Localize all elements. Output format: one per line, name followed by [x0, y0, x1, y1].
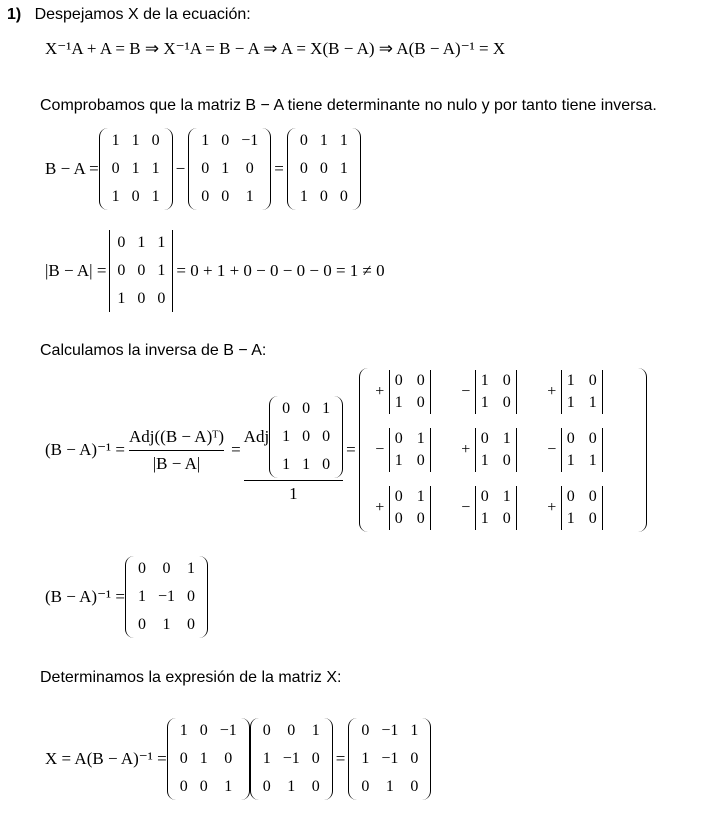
- matrix-entry: 1: [480, 394, 489, 411]
- matrix-grid: [197, 128, 262, 210]
- matrix-entry: 1: [566, 510, 575, 527]
- cofactor-sign: −: [461, 499, 471, 516]
- matrix-entry: 0: [187, 588, 196, 605]
- matrix-entry: 1: [588, 452, 597, 469]
- matrix-entry: 1: [151, 188, 160, 205]
- matrix-entry: 0: [322, 427, 331, 445]
- inverse-equation: (B − A)⁻¹ = $\frac{\text{Adj((B − A)ᵀ)}}{|B - A|}$ = Adj 0 0 1 1 0 0 1 1 0 1 = + 0 0 1 0 − 1 0 1 0 + 1 0 1 1 − 0 1 1 0 + 0 1 1 0 − 0 0 1 1 + 0 1 0 0 − 0 1 1 0 + 0 0 1 0: [45, 368, 647, 532]
- matrix-entry: 0: [394, 430, 403, 447]
- cofactor-sign: +: [375, 383, 385, 400]
- matrix-grid: [357, 718, 422, 800]
- final-matrix-a: [167, 718, 250, 800]
- matrix-entry: 0: [588, 372, 597, 389]
- matrix-a: [188, 128, 271, 210]
- final-matrix-x: [348, 718, 431, 800]
- matrix-entry: 0: [502, 452, 511, 469]
- matrix-entry: 0: [588, 488, 597, 505]
- cofactor-matrix: [359, 368, 647, 532]
- problem-number: 1): [7, 6, 22, 23]
- matrix-entry: 0: [117, 234, 126, 251]
- inverse-result-matrix: [125, 556, 208, 638]
- matrix-entry: 1: [187, 560, 196, 577]
- matrix-entry: 0: [224, 750, 233, 767]
- cofactor-grid: [368, 368, 638, 532]
- cofactor-determinant: [472, 370, 520, 414]
- matrix-entry: 0: [221, 132, 230, 149]
- cofactor-determinant: [386, 486, 434, 530]
- matrix-entry: 0: [394, 510, 403, 527]
- matrix-entry: 0: [199, 722, 208, 739]
- determinant-equation: [45, 230, 385, 312]
- matrix-grid: [108, 128, 164, 210]
- matrix-entry: 1: [410, 722, 419, 739]
- matrix-entry: 1: [394, 394, 403, 411]
- determinant-result: = 0 + 1 + 0 − 0 − 0 − 0 = 1 ≠ 0: [176, 261, 385, 280]
- matrix-entry: 1: [339, 160, 348, 177]
- final-text: Determinamos la expresión de la matriz X:: [40, 669, 342, 686]
- matrix-entry: 0: [199, 778, 208, 795]
- cofactor-sign: −: [375, 441, 385, 458]
- cofactor-item: [374, 370, 460, 414]
- matrix-grid: [296, 128, 352, 210]
- matrix-b: [99, 128, 173, 210]
- cofactor-item: [460, 486, 546, 530]
- matrix-entry: 0: [299, 132, 308, 149]
- matrix-entry: 1: [361, 750, 370, 767]
- transposed-matrix: [269, 396, 343, 478]
- matrix-entry: 1: [322, 399, 331, 417]
- matrix-entry: 1: [138, 588, 146, 605]
- matrix-entry: 1: [311, 722, 320, 739]
- derivation-equation: X⁻¹A + A = B ⇒ X⁻¹A = B − A ⇒ A = X(B − A) ⇒ A(B − A)⁻¹ = X: [45, 39, 506, 58]
- adj-label: Adj: [243, 426, 270, 446]
- cofactor-item: [546, 486, 632, 530]
- matrix-entry: 0: [151, 132, 160, 149]
- matrix-entry: 0: [245, 160, 254, 177]
- matrix-entry: 1: [201, 132, 210, 149]
- matrix-grid: [134, 556, 199, 638]
- matrix-entry: 0: [299, 160, 308, 177]
- matrix-entry: 0: [416, 394, 425, 411]
- matrix-entry: 0: [588, 430, 597, 447]
- inverse-result-lhs: (B − A)⁻¹ =: [45, 587, 125, 606]
- matrix-entry: 0: [302, 399, 311, 417]
- matrix-entry: 1: [131, 132, 140, 149]
- matrix-entry: 1: [502, 430, 511, 447]
- matrix-entry: 0: [138, 560, 146, 577]
- matrix-entry: 1: [319, 132, 328, 149]
- cofactor-item: [546, 370, 632, 414]
- matrix-entry: 1: [480, 510, 489, 527]
- matrix-entry: −1: [241, 132, 259, 149]
- matrix-entry: 1: [287, 778, 296, 795]
- matrix-entry: 1: [394, 452, 403, 469]
- matrix-entry: 1: [245, 188, 254, 205]
- matrix-entry: 0: [502, 372, 511, 389]
- matrix-entry: 0: [410, 778, 419, 795]
- matrix-entry: 1: [416, 430, 425, 447]
- matrix-grid: [176, 718, 241, 800]
- matrix-entry: 0: [162, 560, 171, 577]
- matrix-entry: 1: [221, 160, 230, 177]
- matrix-entry: 1: [137, 234, 146, 251]
- matrix-entry: 0: [137, 262, 146, 279]
- inverse-formula: [129, 426, 224, 475]
- matrix-entry: 1: [117, 290, 126, 307]
- matrix-entry: 0: [221, 188, 230, 205]
- matrix-entry: 0: [416, 372, 425, 389]
- matrix-entry: 1: [111, 132, 120, 149]
- matrix-entry: 0: [394, 372, 403, 389]
- final-matrix-inverse: [250, 718, 333, 800]
- matrix-entry: 0: [361, 722, 370, 739]
- matrix-entry: 0: [311, 750, 320, 767]
- cofactor-sign: +: [375, 499, 385, 516]
- cofactor-item: [374, 428, 460, 472]
- inverse-result-equation: [45, 556, 208, 638]
- matrix-entry: 0: [361, 778, 370, 795]
- matrix-entry: 1: [339, 132, 348, 149]
- b-minus-a-equation: B − A = 1 1 0 0 1 1 1 0 1 − 1 0 −1 0 1 0 0 0 1 = 0 1 1 0 0 1 1 0 0: [45, 128, 361, 210]
- final-lhs: X = A(B − A)⁻¹ =: [45, 749, 167, 768]
- matrix-entry: 0: [201, 188, 210, 205]
- problem-heading: [7, 5, 251, 25]
- formula-denominator: |B − A|: [152, 453, 201, 473]
- cofactor-sign: −: [461, 383, 471, 400]
- matrix-entry: −1: [381, 722, 399, 739]
- matrix-b-minus-a: [287, 128, 361, 210]
- problem-heading-text: Despejamos X de la ecuación:: [34, 6, 251, 23]
- matrix-entry: 0: [502, 510, 511, 527]
- matrix-entry: 1: [157, 262, 166, 279]
- matrix-entry: 0: [416, 510, 425, 527]
- matrix-entry: 0: [339, 188, 348, 205]
- cofactor-sign: +: [547, 499, 557, 516]
- cofactor-sign: +: [547, 383, 557, 400]
- matrix-entry: 1: [282, 455, 291, 473]
- matrix-entry: 0: [282, 399, 291, 417]
- matrix-entry: 0: [319, 160, 328, 177]
- cofactor-sign: −: [547, 441, 557, 458]
- matrix-entry: 1: [302, 455, 311, 473]
- matrix-entry: 0: [157, 290, 166, 307]
- matrix-entry: 1: [224, 778, 233, 795]
- matrix-entry: 0: [480, 430, 489, 447]
- cofactor-item: [460, 370, 546, 414]
- matrix-entry: 0: [262, 722, 271, 739]
- matrix-entry: 1: [282, 427, 291, 445]
- matrix-entry: 1: [502, 488, 511, 505]
- cofactor-item: [374, 486, 460, 530]
- cofactor-determinant: [558, 486, 606, 530]
- cofactor-determinant: [558, 370, 606, 414]
- cofactor-item: [460, 428, 546, 472]
- matrix-entry: 1: [199, 750, 208, 767]
- matrix-entry: 0: [502, 394, 511, 411]
- matrix-entry: 0: [179, 778, 188, 795]
- determinant-label: |B − A| =: [45, 261, 107, 280]
- matrix-entry: 1: [566, 394, 575, 411]
- matrix-entry: 0: [138, 616, 146, 633]
- matrix-entry: 1: [151, 160, 160, 177]
- matrix-entry: 1: [480, 452, 489, 469]
- matrix-entry: 1: [566, 372, 575, 389]
- inverse-lhs: (B − A)⁻¹ =: [45, 440, 125, 459]
- matrix-entry: −1: [282, 750, 300, 767]
- matrix-entry: 0: [111, 160, 120, 177]
- matrix-entry: 0: [201, 160, 210, 177]
- inverse-text: Calculamos la inversa de B − A:: [40, 342, 267, 359]
- matrix-entry: 1: [299, 188, 308, 205]
- matrix-entry: −1: [381, 750, 399, 767]
- b-minus-a-label: B − A =: [45, 159, 99, 178]
- matrix-entry: 0: [302, 427, 311, 445]
- final-equation: X = A(B − A)⁻¹ = 1 0 −1 0 1 0 0 0 1 0 0 1 1 −1 0 0 1 0 = 0 −1 1 1 −1 0 0 1 0: [45, 718, 431, 800]
- formula-numerator: Adj((B − A)ᵀ): [129, 426, 225, 446]
- inverse-fraction: [244, 396, 344, 505]
- matrix-grid: [278, 396, 334, 478]
- matrix-entry: 0: [416, 452, 425, 469]
- matrix-entry: 1: [157, 234, 166, 251]
- matrix-entry: 0: [319, 188, 328, 205]
- check-text: Comprobamos que la matriz B − A tiene determinante no nulo y por tanto tiene inversa.: [40, 97, 657, 114]
- matrix-entry: −1: [158, 588, 176, 605]
- matrix-entry: 0: [394, 488, 403, 505]
- matrix-entry: 0: [480, 488, 489, 505]
- cofactor-item: [546, 428, 632, 472]
- matrix-entry: 1: [480, 372, 489, 389]
- matrix-entry: 0: [588, 510, 597, 527]
- matrix-entry: 1: [131, 160, 140, 177]
- cofactor-determinant: [386, 428, 434, 472]
- matrix-entry: 1: [262, 750, 271, 767]
- matrix-entry: 0: [311, 778, 320, 795]
- matrix-entry: −1: [219, 722, 237, 739]
- matrix-entry: 0: [410, 750, 419, 767]
- cofactor-determinant: [558, 428, 606, 472]
- matrix-entry: 0: [131, 188, 140, 205]
- matrix-entry: 0: [287, 722, 296, 739]
- matrix-grid: [113, 230, 169, 312]
- matrix-entry: 0: [137, 290, 146, 307]
- matrix-entry: 0: [187, 616, 196, 633]
- cofactor-determinant: [386, 370, 434, 414]
- matrix-entry: 0: [566, 430, 575, 447]
- matrix-entry: 1: [566, 452, 575, 469]
- matrix-entry: 0: [117, 262, 126, 279]
- matrix-entry: 1: [179, 722, 188, 739]
- cofactor-sign: +: [461, 441, 471, 458]
- matrix-entry: 1: [162, 616, 171, 633]
- matrix-entry: 1: [588, 394, 597, 411]
- matrix-entry: 0: [179, 750, 188, 767]
- determinant-matrix: [106, 230, 176, 312]
- matrix-entry: 0: [262, 778, 271, 795]
- matrix-grid: [259, 718, 324, 800]
- matrix-entry: 0: [566, 488, 575, 505]
- matrix-entry: 1: [385, 778, 394, 795]
- denominator-value: 1: [289, 483, 298, 503]
- matrix-entry: 0: [322, 455, 331, 473]
- cofactor-determinant: [472, 428, 520, 472]
- matrix-entry: 1: [111, 188, 120, 205]
- matrix-entry: 1: [416, 488, 425, 505]
- cofactor-determinant: [472, 486, 520, 530]
